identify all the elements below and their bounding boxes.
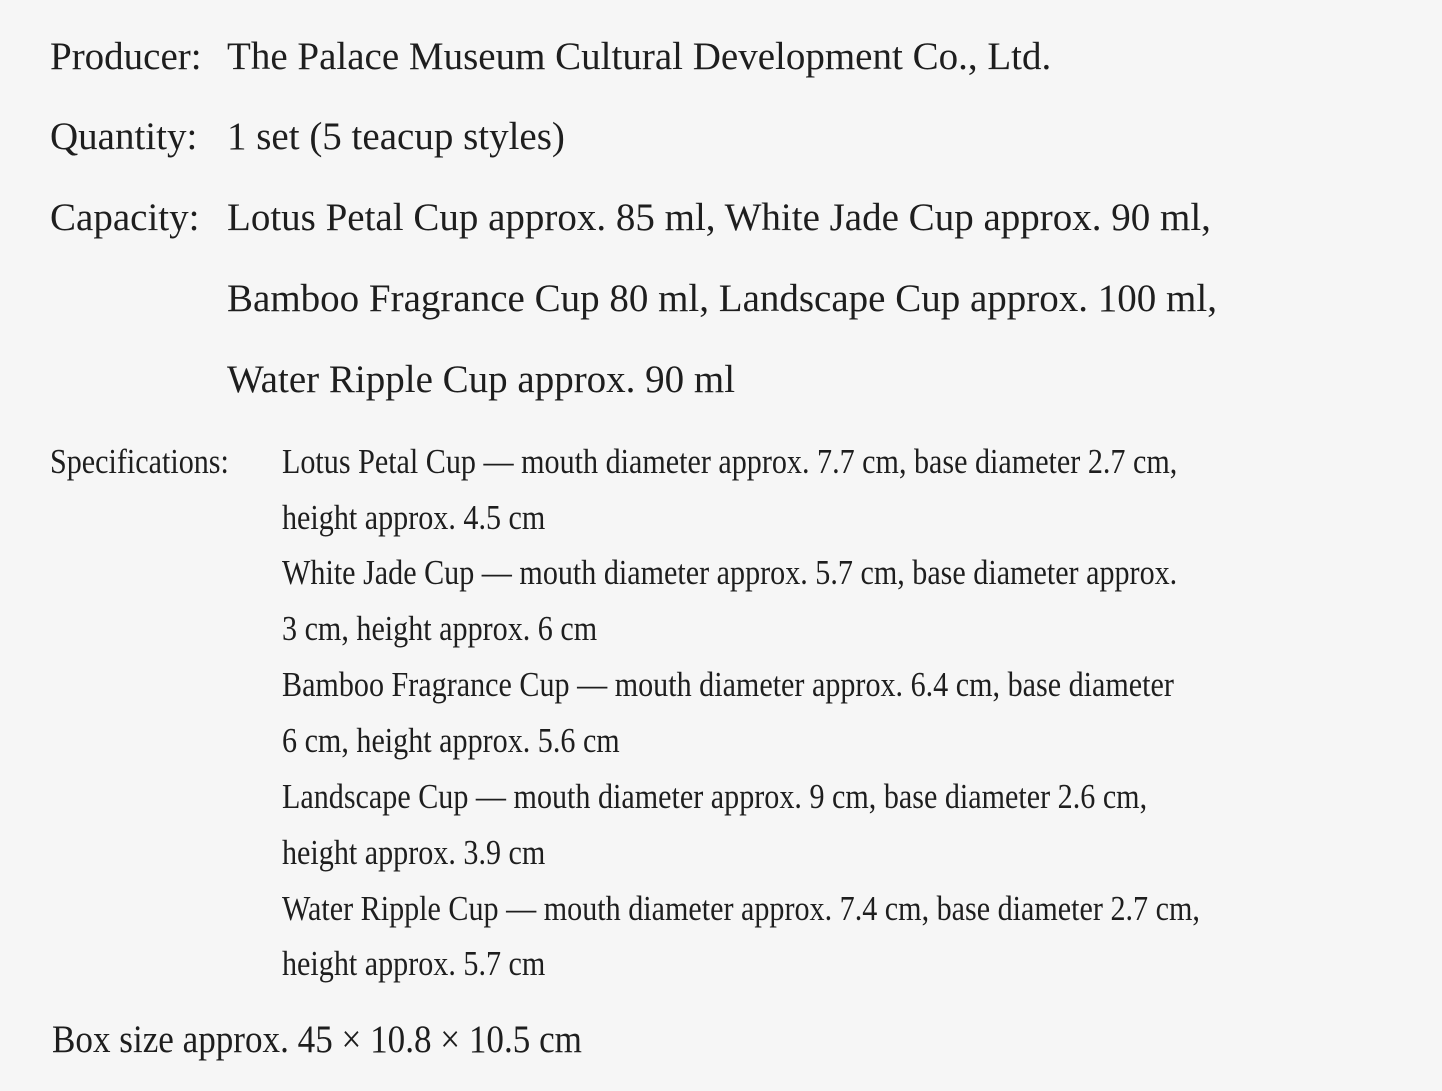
spec-line: Lotus Petal Cup — mouth diameter approx. 7.7 cm, base diameter 2.7 cm, xyxy=(282,442,1178,481)
quantity-label: Quantity: xyxy=(50,115,198,158)
spec-line: 3 cm, height approx. 6 cm xyxy=(282,609,598,648)
quantity-value: 1 set (5 teacup styles) xyxy=(227,115,565,158)
capacity-label: Capacity: xyxy=(50,196,200,239)
capacity-line: Water Ripple Cup approx. 90 ml xyxy=(227,358,736,401)
capacity-line: Bamboo Fragrance Cup 80 ml, Landscape Cup approx. 100 ml, xyxy=(227,277,1217,320)
spec-line: 6 cm, height approx. 5.6 cm xyxy=(282,721,620,760)
specifications-label: Specifications: xyxy=(50,442,229,481)
producer-value: The Palace Museum Cultural Development Co., Ltd. xyxy=(227,35,1052,78)
box-size: Box size approx. 45 × 10.8 × 10.5 cm xyxy=(52,1018,582,1061)
spec-line: height approx. 3.9 cm xyxy=(282,833,546,872)
spec-line: Bamboo Fragrance Cup — mouth diameter approx. 6.4 cm, base diameter xyxy=(282,665,1174,704)
spec-line: height approx. 4.5 cm xyxy=(282,498,546,537)
producer-label: Producer: xyxy=(50,35,202,78)
spec-line: White Jade Cup — mouth diameter approx. 5.7 cm, base diameter approx. xyxy=(282,553,1178,592)
spec-line: Water Ripple Cup — mouth diameter approx. 7.4 cm, base diameter 2.7 cm, xyxy=(282,889,1200,928)
spec-line: Landscape Cup — mouth diameter approx. 9 cm, base diameter 2.6 cm, xyxy=(282,777,1148,816)
capacity-line: Lotus Petal Cup approx. 85 ml, White Jade Cup approx. 90 ml, xyxy=(227,196,1211,239)
spec-line: height approx. 5.7 cm xyxy=(282,944,546,983)
